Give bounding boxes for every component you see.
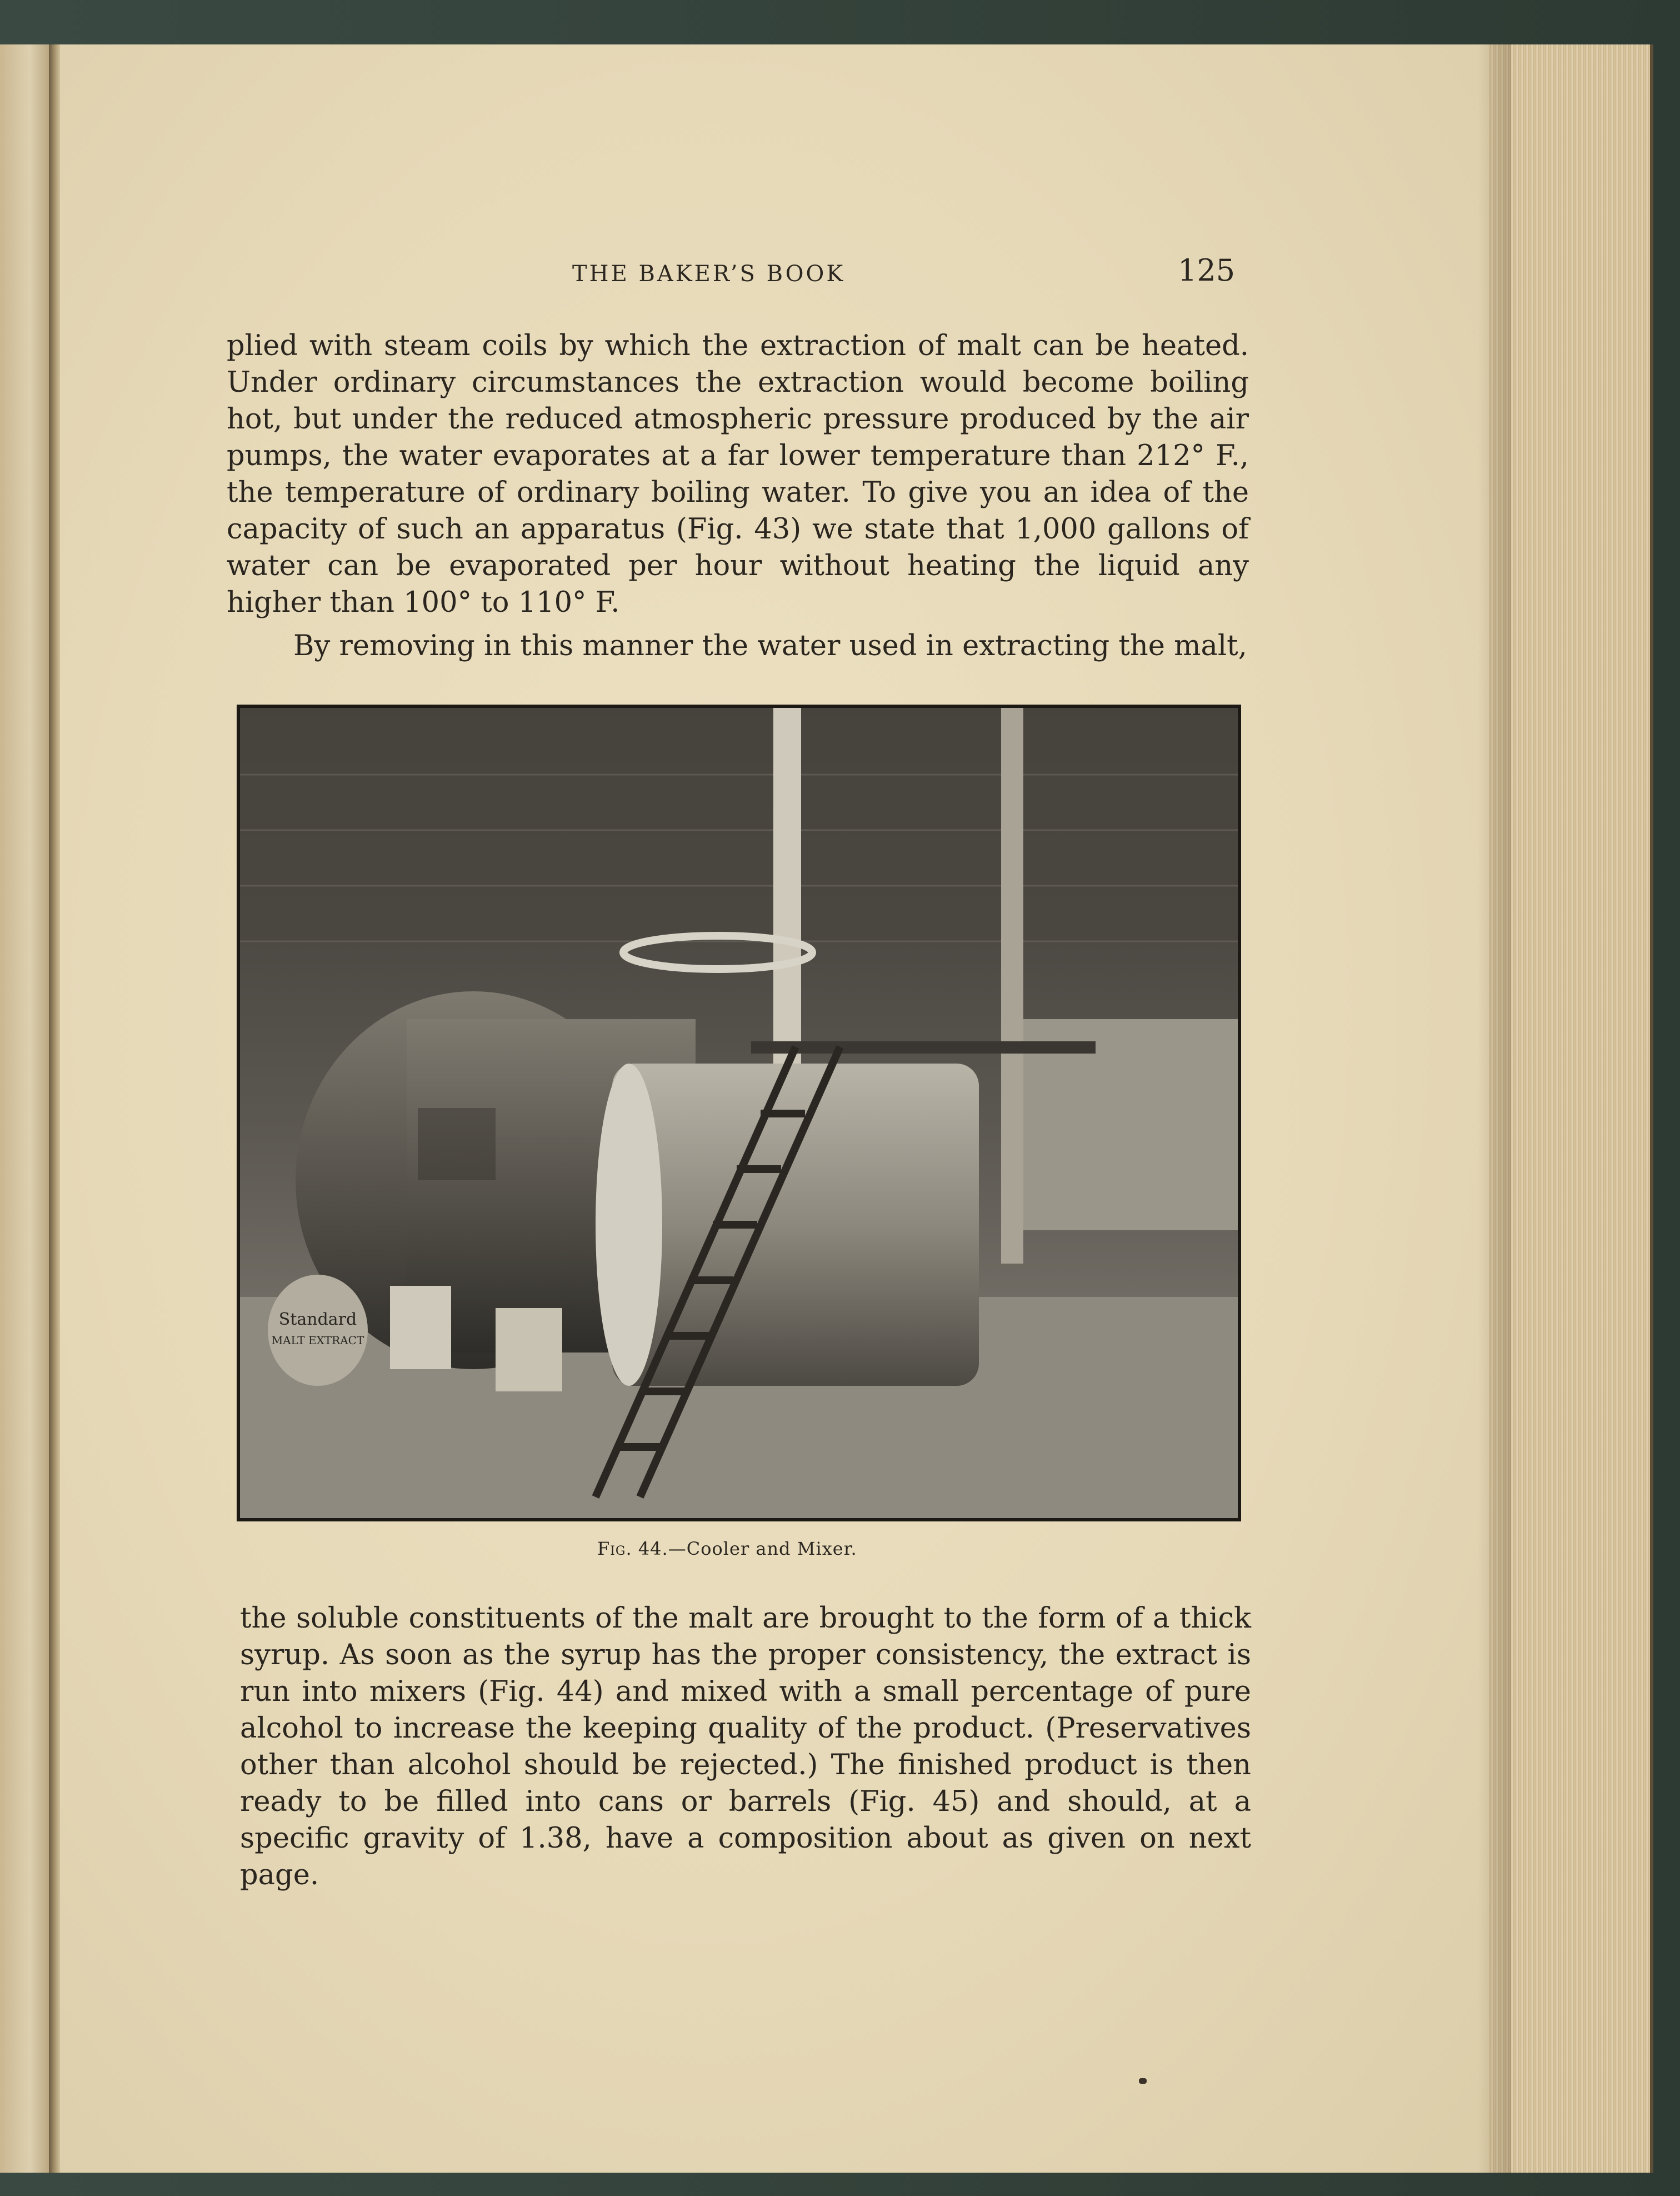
- paragraph-3-text: the soluble constituents of the malt are brought to the form of a thick syrup. As soon as the syrup has the proper consistency, the extract is run into mixers (Fig. 44) and mixed with a small percentage of pure alcohol to increase the keeping quality of the product. (Preservatives other than alcohol should be rejected.) The finished product is then ready to be filled into cans or barrels (Fig. 45) and should, at a specific gravity of 1.38, have a composition about as given on next page.: [240, 1602, 1251, 1891]
- product-box: [496, 1308, 562, 1391]
- platform: [751, 1041, 1096, 1054]
- support-post: [1001, 708, 1023, 1264]
- figure-44-photo: [237, 705, 1241, 1521]
- figure-caption: [597, 1538, 857, 1559]
- mixer-tank-end: [596, 1064, 662, 1386]
- paragraph-2-text: By removing in this manner the water used in extracting the malt,: [293, 630, 1247, 662]
- paragraph-1: [227, 328, 1249, 621]
- paragraph-3: [240, 1600, 1251, 1894]
- running-head: THE BAKER’S BOOK: [572, 261, 846, 287]
- product-box: [390, 1286, 451, 1369]
- page-edges: [1489, 44, 1653, 2173]
- cooler-mixer-illustration: [240, 708, 1238, 1518]
- ink-speck: [1139, 2078, 1147, 2084]
- paragraph-2: [227, 628, 1249, 665]
- figure-caption-label: Fig.: [597, 1538, 632, 1559]
- tank-shadow: [418, 1108, 496, 1180]
- can-label-1: Standard: [278, 1310, 357, 1329]
- book-gutter: [49, 44, 61, 2173]
- left-page-edge: [0, 44, 50, 2173]
- can-label-2: MALT EXTRACT: [271, 1334, 364, 1347]
- page-number: 125: [1178, 253, 1236, 288]
- malt-extract-can: [268, 1275, 368, 1386]
- brick-wall: [240, 708, 1238, 941]
- figure-caption-text: 44.—Cooler and Mixer.: [638, 1538, 857, 1559]
- page-edge-shadow: [1478, 44, 1511, 2173]
- paragraph-1-text: plied with steam coils by which the extraction of malt can be heated. Under ordinary circumstances the extraction would become boiling hot, but under the reduced atmospheric pressure produced by the air pumps, the water evaporates at a far lower temperature than 212° F., the temperature of ordinary boiling water. To give you an idea of the capacity of such an apparatus (Fig. 43) we state that 1,000 gallons of water can be evaporated per hour without heating the liquid any higher than 100° to 110° F.: [227, 330, 1249, 619]
